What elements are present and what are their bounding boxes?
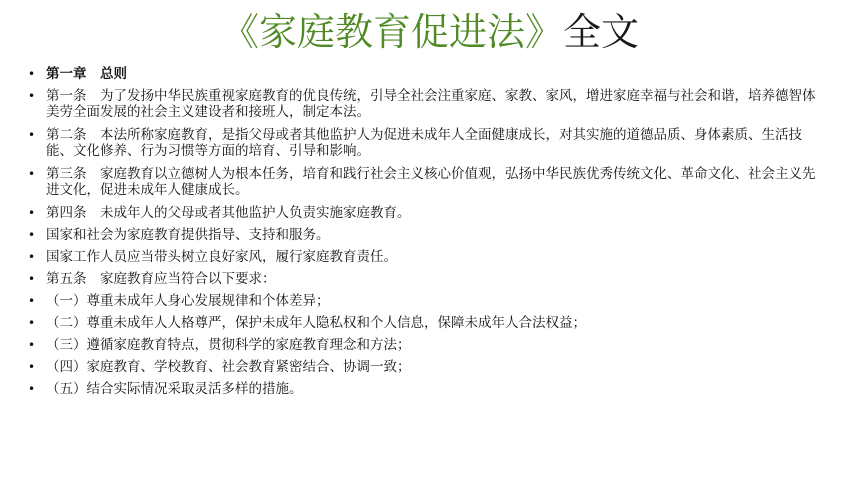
list-item-article-1 xyxy=(26,88,826,120)
bullet-icon: • xyxy=(28,228,36,242)
bullet-icon: • xyxy=(28,316,36,330)
list-item-text: 第四条 未成年人的父母或者其他监护人负责实施家庭教育。 xyxy=(46,205,411,221)
bullet-icon: • xyxy=(28,128,36,142)
list-item-article-4 xyxy=(26,205,826,221)
list-item-article-4-para-3 xyxy=(26,249,826,265)
list-item-text: 第三条 家庭教育以立德树人为根本任务，培育和践行社会主义核心价值观，弘扬中华民族优秀传统文化、革命文化、社会主义先进文化，促进未成年人健康成长。 xyxy=(46,166,816,198)
bullet-icon: • xyxy=(28,250,36,264)
article-list xyxy=(26,66,826,403)
list-item-article-5 xyxy=(26,271,826,287)
list-item-article-2 xyxy=(26,127,826,159)
bullet-icon: • xyxy=(28,272,36,286)
list-item-text: （三）遵循家庭教育特点，贯彻科学的家庭教育理念和方法； xyxy=(46,337,411,353)
list-item-text: （二）尊重未成年人人格尊严，保护未成年人隐私权和个人信息，保障未成年人合法权益； xyxy=(46,315,586,331)
list-item-article-3 xyxy=(26,166,826,198)
list-item-text: （四）家庭教育、学校教育、社会教育紧密结合、协调一致； xyxy=(46,359,411,375)
list-item-text: 第一章 总则 xyxy=(46,66,127,82)
list-item-text: 第五条 家庭教育应当符合以下要求： xyxy=(46,271,276,287)
list-item-requirement-2 xyxy=(26,315,826,331)
bullet-icon: • xyxy=(28,294,36,308)
list-item-chapter-heading xyxy=(26,66,826,82)
list-item-requirement-1 xyxy=(26,293,826,309)
list-item-requirement-5 xyxy=(26,381,826,397)
title-suffix: 全文 xyxy=(563,10,640,54)
bullet-icon: • xyxy=(28,206,36,220)
bullet-icon: • xyxy=(28,338,36,352)
list-item-text: 第一条 为了发扬中华民族重视家庭教育的优良传统，引导全社会注重家庭、家教、家风，增进家庭幸福与社会和谐，培养德智体美劳全面发展的社会主义建设者和接班人，制定本法。 xyxy=(46,88,816,120)
list-item-requirement-3 xyxy=(26,337,826,353)
bullet-icon: • xyxy=(28,89,36,103)
title-law-name: 《家庭教育促进法》 xyxy=(220,10,563,54)
list-item-text: 国家和社会为家庭教育提供指导、支持和服务。 xyxy=(46,227,330,243)
bullet-icon: • xyxy=(28,167,36,181)
slide-title xyxy=(0,8,860,56)
list-item-text: （五）结合实际情况采取灵活多样的措施。 xyxy=(46,381,303,397)
list-item-article-4-para-2 xyxy=(26,227,826,243)
bullet-icon: • xyxy=(28,360,36,374)
list-item-text: （一）尊重未成年人身心发展规律和个体差异； xyxy=(46,293,330,309)
list-item-requirement-4 xyxy=(26,359,826,375)
list-item-text: 第二条 本法所称家庭教育，是指父母或者其他监护人为促进未成年人全面健康成长，对其实施的道德品质、身体素质、生活技能、文化修养、行为习惯等方面的培育、引导和影响。 xyxy=(46,127,802,159)
bullet-icon: • xyxy=(28,382,36,396)
list-item-text: 国家工作人员应当带头树立良好家风，履行家庭教育责任。 xyxy=(46,249,397,265)
bullet-icon: • xyxy=(28,67,36,81)
